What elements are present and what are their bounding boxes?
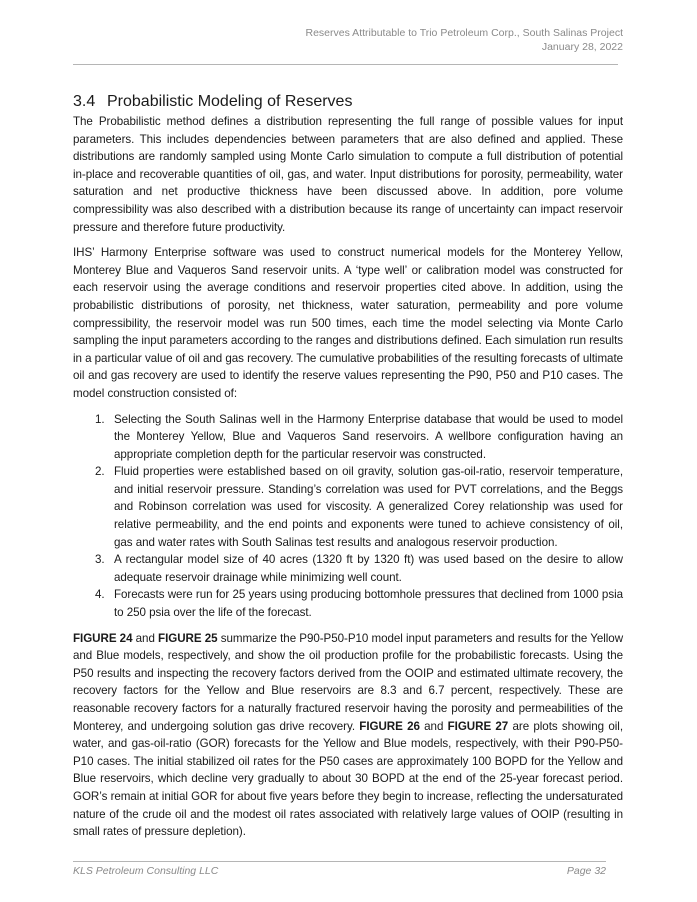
list-item [73, 463, 623, 551]
text-span: summarize the P90-P50-P10 model input parameters and results for the Yellow and Blue models, respectively, and show the oil production profile for the probabilistic forecasts. Using the P50 results and inspecting the recovery factors derived from the OOIP and estimated ultimate recovery, the recovery factors for the Yellow and Blue reservoirs are 8.3 and 6.7 percent, respectively. These are reasonable recovery factors for a naturally fractured reservoir having the porosity and permeabilities of the Monterey, and undergoing solution gas drive recovery. [73, 631, 624, 733]
page-header [73, 26, 623, 54]
footer-divider [73, 861, 606, 862]
list-item-text: Selecting the South Salinas well in the Harmony Enterprise database that would be used to model the Monterey Yellow, Blue and Vaqueros Sand reservoirs. A wellbore configuration having an appropriate completion depth for the particular reservoir was constructed. [114, 412, 623, 461]
list-marker: 4. [95, 588, 105, 602]
header-date: January 28, 2022 [541, 41, 623, 53]
list-item [73, 551, 623, 586]
text-span: and [132, 631, 159, 645]
footer-page-number: Page 32 [566, 865, 606, 877]
text-span: are plots showing oil, water, and gas-oil-ratio (GOR) forecasts for the Yellow and Blue models, respectively, with their P90-P50-P10 cases. The initial stabilized oil rates for the P50 cases are approximately 100 BOPD for the Yellow and Blue reservoirs, which decline very gradually to about 30 BOPD at the end of the 25-year forecast period. GOR’s remain at initial GOR for about five years before they begin to increase, reflecting the undersaturated nature of the crude oil and the modest oil rates associated with relatively large values of OOIP (resulting in small rates of pressure depletion). [73, 719, 623, 839]
list-item-text: Fluid properties were established based on oil gravity, solution gas-oil-ratio, reservoir temperature, and initial reservoir pressure. Standing’s correlation was used for PVT correlations, and the Beggs and Robinson correlation was used for viscosity. A generalized Corey relationship was used for relative permeability, and the end points and exponents were tuned to achieve consistency of oil, gas and water rates with South Salinas test results and analogous reservoir production. [114, 465, 623, 549]
list-marker: 3. [95, 553, 105, 567]
paragraph-harmony-models: IHS’ Harmony Enterprise software was used to construct numerical models for the Monterey Yellow, Monterey Blue and Vaqueros Sand reservoir units. A ‘type well’ or calibration model was constructed for each reservoir using the average conditions and reservoir properties cited above. In addition, using the probabilistic distributions of porosity, net thickness, water saturation, permeability and pore volume compressibility, the reservoir model was run 500 times, each time the model selecting via Monte Carlo sampling the input parameters according to the ranges and distributions defined. Each simulation run results in a particular value of oil and gas recovery. The cumulative probabilities of the resulting forecasts of ultimate oil and gas recovery are used to identify the reserve values representing the P90, P50 and P10 cases. The model construction consisted of: [73, 246, 624, 400]
section-title: Probabilistic Modeling of Reserves [107, 93, 353, 110]
header-divider [73, 64, 618, 65]
header-report-title: Reserves Attributable to Trio Petroleum Corp., South Salinas Project [305, 27, 623, 39]
list-item-text: Forecasts were run for 25 years using producing bottomhole pressures that declined from 1000 psia to 250 psia over the life of the forecast. [114, 588, 623, 620]
list-marker: 1. [95, 412, 105, 426]
list-item-text: A rectangular model size of 40 acres (1320 ft by 1320 ft) was used based on the desire to allow adequate reservoir drainage while minimizing well count. [114, 553, 623, 584]
section-heading [73, 92, 623, 112]
figure-26-reference[interactable]: FIGURE 26 [359, 719, 420, 733]
list-marker: 2. [95, 465, 105, 479]
figure-24-reference[interactable]: FIGURE 24 [73, 631, 133, 645]
list-item [73, 411, 623, 464]
page-footer [73, 864, 606, 878]
page-content [73, 92, 623, 849]
text-span: and [419, 719, 448, 733]
figure-25-reference[interactable]: FIGURE 25 [158, 631, 218, 645]
paragraph-figures-summary [73, 630, 623, 841]
figure-27-reference[interactable]: FIGURE 27 [447, 719, 509, 733]
list-item [73, 586, 623, 621]
model-construction-list [73, 411, 623, 622]
footer-company: KLS Petroleum Consulting LLC [73, 865, 219, 877]
paragraph-probabilistic-method: The Probabilistic method defines a distribution representing the full range of possible values for input parameters. This includes dependencies between parameters that are also defined and applied. These distributions are randomly sampled using Monte Carlo simulation to compute a full distribution of potential in-place and recoverable quantities of oil, gas, and water. Input distributions for porosity, permeability, water saturation and net productive thickness have been discussed above. In addition, pore volume compressibility was also described with a distribution because its range of uncertainty can impact reservoir pressure and therefore future productivity. [73, 115, 623, 234]
section-number: 3.4 [73, 93, 96, 110]
